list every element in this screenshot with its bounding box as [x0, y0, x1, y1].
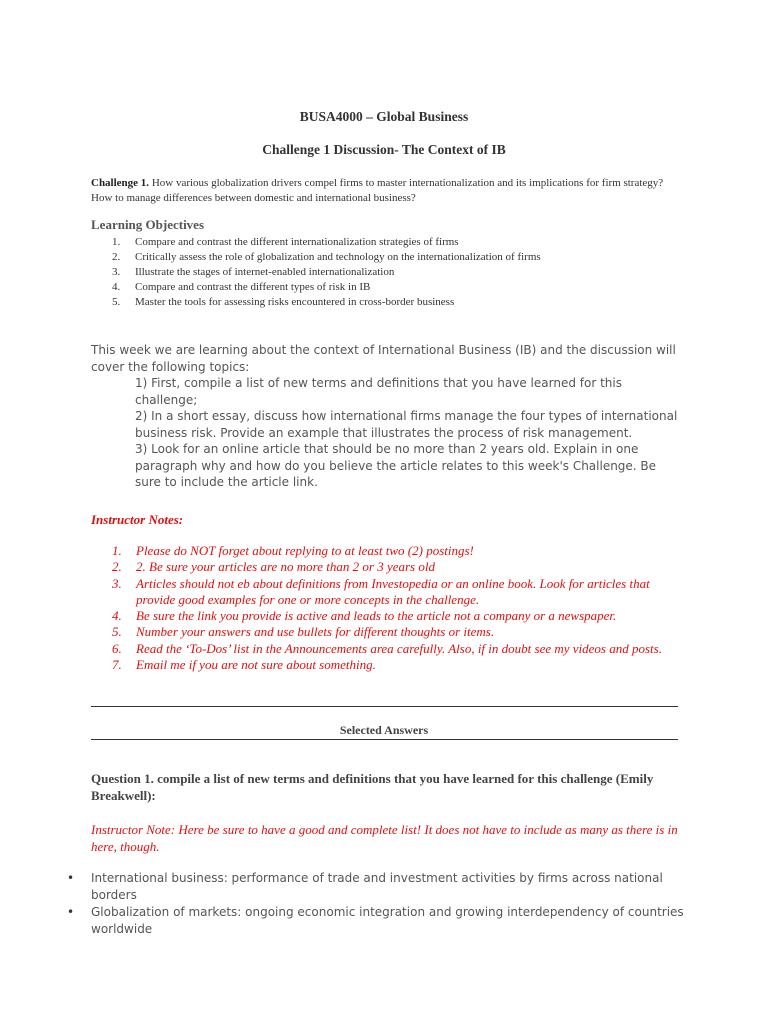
- list-text: Globalization of markets: ongoing economic integration and growing interdependency of countries worldwide: [91, 905, 684, 936]
- list-text: Illustrate the stages of internet-enabled internationalization: [135, 266, 395, 278]
- list-number: 5.: [112, 296, 121, 308]
- list-item: [67, 904, 687, 937]
- list-number: 3.: [112, 266, 121, 278]
- list-item: [112, 559, 682, 575]
- list-text: Compare and contrast the different types of risk in IB: [135, 281, 371, 293]
- challenge-paragraph: [91, 176, 681, 206]
- list-text: Critically assess the role of globalization and technology on the internationalization of firms: [135, 251, 541, 263]
- instructor-notes-list: [112, 543, 682, 673]
- list-text: Email me if you are not sure about something.: [136, 657, 376, 673]
- bullet-icon: •: [67, 905, 75, 919]
- list-text: Compare and contrast the different internationalization strategies of firms: [135, 236, 459, 248]
- list-text: International business: performance of trade and investment activities by firms across national borders: [91, 871, 663, 902]
- list-text: Master the tools for assessing risks encountered in cross-border business: [135, 296, 455, 308]
- challenge-label: Challenge 1.: [91, 177, 150, 189]
- document-title: BUSA4000 – Global Business: [299, 109, 469, 124]
- intro-paragraph: This week we are learning about the context of International Business (IB) and the discussion will cover the following topics:: [91, 343, 676, 374]
- list-text: Read the ‘To-Dos’ list in the Announcements area carefully. Also, if in doubt see my videos and posts.: [136, 640, 662, 656]
- instructor-notes-heading: Instructor Notes:: [91, 512, 184, 527]
- divider-top: [91, 706, 678, 707]
- topic-item: 1) First, compile a list of new terms and definitions that you have learned for this challenge;: [135, 376, 622, 407]
- challenge-text: How various globalization drivers compel firms to master internationalization and its implications for firm strategy? How to manage differences between domestic and international business?: [91, 177, 664, 204]
- list-item: [112, 641, 682, 657]
- list-number: 1.: [112, 543, 122, 558]
- list-number: 3.: [112, 575, 122, 591]
- learning-objectives-heading: Learning Objectives: [91, 217, 205, 232]
- list-number: 6.: [112, 640, 122, 656]
- list-item: [112, 624, 682, 640]
- list-item: [112, 250, 541, 265]
- list-text: Number your answers and use bullets for different thoughts or items.: [136, 624, 495, 640]
- document-subtitle: Challenge 1 Discussion- The Context of IB: [262, 142, 506, 157]
- list-item: [112, 576, 682, 609]
- list-text: 2. Be sure your articles are no more than 2 or 3 years old: [136, 559, 435, 575]
- list-number: 7.: [112, 657, 122, 673]
- list-number: 4.: [112, 608, 122, 624]
- question-1-heading: Question 1. compile a list of new terms and definitions that you have learned for this challenge (Emily Breakwell):: [91, 771, 654, 803]
- list-item: [112, 265, 541, 280]
- list-item: [112, 543, 682, 559]
- selected-answers-heading: Selected Answers: [339, 723, 429, 737]
- list-item: [112, 235, 541, 250]
- list-text: Articles should not eb about definitions from Investopedia or an online book. Look for articles that provide good examples for one or more concepts in the challenge.: [136, 575, 650, 607]
- list-item: [67, 870, 687, 903]
- bullet-icon: •: [67, 871, 75, 885]
- list-item: [112, 295, 541, 310]
- list-item: [112, 608, 682, 624]
- list-item: [112, 280, 541, 295]
- list-number: 5.: [112, 624, 122, 640]
- divider-bottom: [91, 739, 678, 740]
- topics-list: [135, 375, 685, 491]
- list-number: 2.: [112, 559, 122, 575]
- list-number: 4.: [112, 281, 121, 293]
- topic-item: 2) In a short essay, discuss how international firms manage the four types of international business risk. Provide an example that illustrates the process of risk management.: [135, 409, 678, 440]
- topic-item: 3) Look for an online article that should be no more than 2 years old. Explain in one paragraph why and how do you believe the article relates to this week's Challenge. Be sure to include the article link.: [135, 442, 657, 489]
- list-text: Please do NOT forget about replying to at least two (2) postings!: [136, 543, 474, 558]
- list-number: 1.: [112, 236, 121, 248]
- list-number: 2.: [112, 251, 121, 263]
- terms-list: [67, 870, 687, 938]
- instructor-note-q1: Instructor Note: Here be sure to have a good and complete list! It does not have to include as many as there is in here, though.: [91, 822, 678, 854]
- list-text: Be sure the link you provide is active and leads to the article not a company or a newspaper.: [136, 608, 617, 624]
- list-item: [112, 657, 682, 673]
- learning-objectives-list: [112, 235, 541, 310]
